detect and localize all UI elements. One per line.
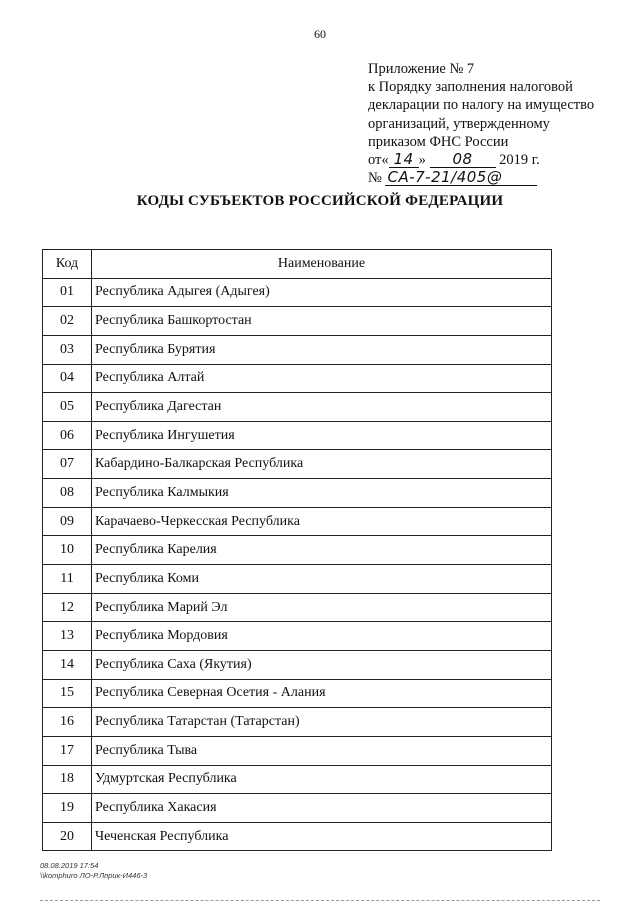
number-prefix: № [368, 170, 382, 187]
table-header-row [43, 250, 552, 279]
table-row [43, 307, 552, 336]
table-row [43, 479, 552, 508]
header-code: Код [43, 250, 92, 279]
cell-code: 17 [43, 736, 92, 765]
header-name: Наименование [92, 250, 552, 279]
date-month-handwritten: 08 [430, 152, 496, 168]
table-row [43, 364, 552, 393]
cell-code: 07 [43, 450, 92, 479]
cell-name: Республика Северная Осетия - Алания [92, 679, 552, 708]
table-row [43, 565, 552, 594]
table-row [43, 393, 552, 422]
cell-code: 20 [43, 822, 92, 851]
cell-code: 13 [43, 622, 92, 651]
table-row [43, 593, 552, 622]
cell-code: 05 [43, 393, 92, 422]
cell-name: Республика Калмыкия [92, 479, 552, 508]
cell-name: Республика Хакасия [92, 794, 552, 823]
cell-code: 19 [43, 794, 92, 823]
cell-name: Республика Тыва [92, 736, 552, 765]
date-quote-open: « [381, 152, 389, 169]
cell-name: Республика Мордовия [92, 622, 552, 651]
cell-name: Республика Бурятия [92, 335, 552, 364]
table-row [43, 622, 552, 651]
table-row [43, 765, 552, 794]
appendix-line: декларации по налогу на имущество [368, 97, 595, 114]
appendix-block [368, 60, 628, 187]
cell-code: 09 [43, 507, 92, 536]
cell-code: 12 [43, 593, 92, 622]
cell-name: Республика Алтай [92, 364, 552, 393]
table-row [43, 794, 552, 823]
cell-code: 01 [43, 278, 92, 307]
table-row [43, 708, 552, 737]
cell-name: Республика Башкортостан [92, 307, 552, 336]
cell-code: 11 [43, 565, 92, 594]
cell-code: 02 [43, 307, 92, 336]
date-prefix: от [368, 152, 382, 169]
cell-name: Карачаево-Черкесская Республика [92, 507, 552, 536]
table-row [43, 278, 552, 307]
footer-path: \\komphuro ЛО-Р.Лприк-И446-3 [40, 871, 148, 880]
cell-name: Республика Ингушетия [92, 421, 552, 450]
cell-code: 18 [43, 765, 92, 794]
cell-name: Республика Саха (Якутия) [92, 650, 552, 679]
document-title: КОДЫ СУБЪЕКТОВ РОССИЙСКОЙ ФЕДЕРАЦИИ [136, 193, 504, 209]
cell-code: 15 [43, 679, 92, 708]
table-row [43, 507, 552, 536]
footer-timestamp: 08.08.2019 17:54 [40, 861, 99, 870]
cell-name: Республика Карелия [92, 536, 552, 565]
appendix-line: к Порядку заполнения налоговой [368, 79, 573, 96]
footer-print-info [40, 861, 147, 881]
cell-code: 14 [43, 650, 92, 679]
date-year: 2019 г. [499, 152, 540, 169]
cell-name: Республика Адыгея (Адыгея) [92, 278, 552, 307]
cell-name: Республика Коми [92, 565, 552, 594]
cell-name: Республика Марий Эл [92, 593, 552, 622]
region-codes-table [42, 249, 552, 851]
table-row [43, 650, 552, 679]
appendix-line: организаций, утвержденному [368, 115, 550, 132]
appendix-number [368, 169, 628, 187]
table-row [43, 822, 552, 851]
table-row [43, 736, 552, 765]
page-number: 60 [314, 27, 326, 41]
cell-code: 03 [43, 335, 92, 364]
table-row [43, 536, 552, 565]
cell-name: Удмуртская Республика [92, 765, 552, 794]
cell-code: 06 [43, 421, 92, 450]
table-row [43, 679, 552, 708]
cell-name: Кабардино-Балкарская Республика [92, 450, 552, 479]
cell-code: 08 [43, 479, 92, 508]
cell-name: Республика Татарстан (Татарстан) [92, 708, 552, 737]
date-day-handwritten: 14 [389, 152, 419, 168]
date-quote-close: » [418, 152, 426, 169]
footer-divider [40, 900, 600, 901]
cell-name: Чеченская Республика [92, 822, 552, 851]
appendix-line: приказом ФНС России [368, 133, 509, 150]
cell-code: 04 [43, 364, 92, 393]
cell-code: 16 [43, 708, 92, 737]
cell-name: Республика Дагестан [92, 393, 552, 422]
table-row [43, 450, 552, 479]
number-handwritten: СА-7-21/405@ [385, 170, 537, 186]
table-row [43, 335, 552, 364]
table-row [43, 421, 552, 450]
cell-code: 10 [43, 536, 92, 565]
appendix-date [368, 151, 628, 169]
appendix-title: Приложение № 7 [368, 61, 475, 77]
